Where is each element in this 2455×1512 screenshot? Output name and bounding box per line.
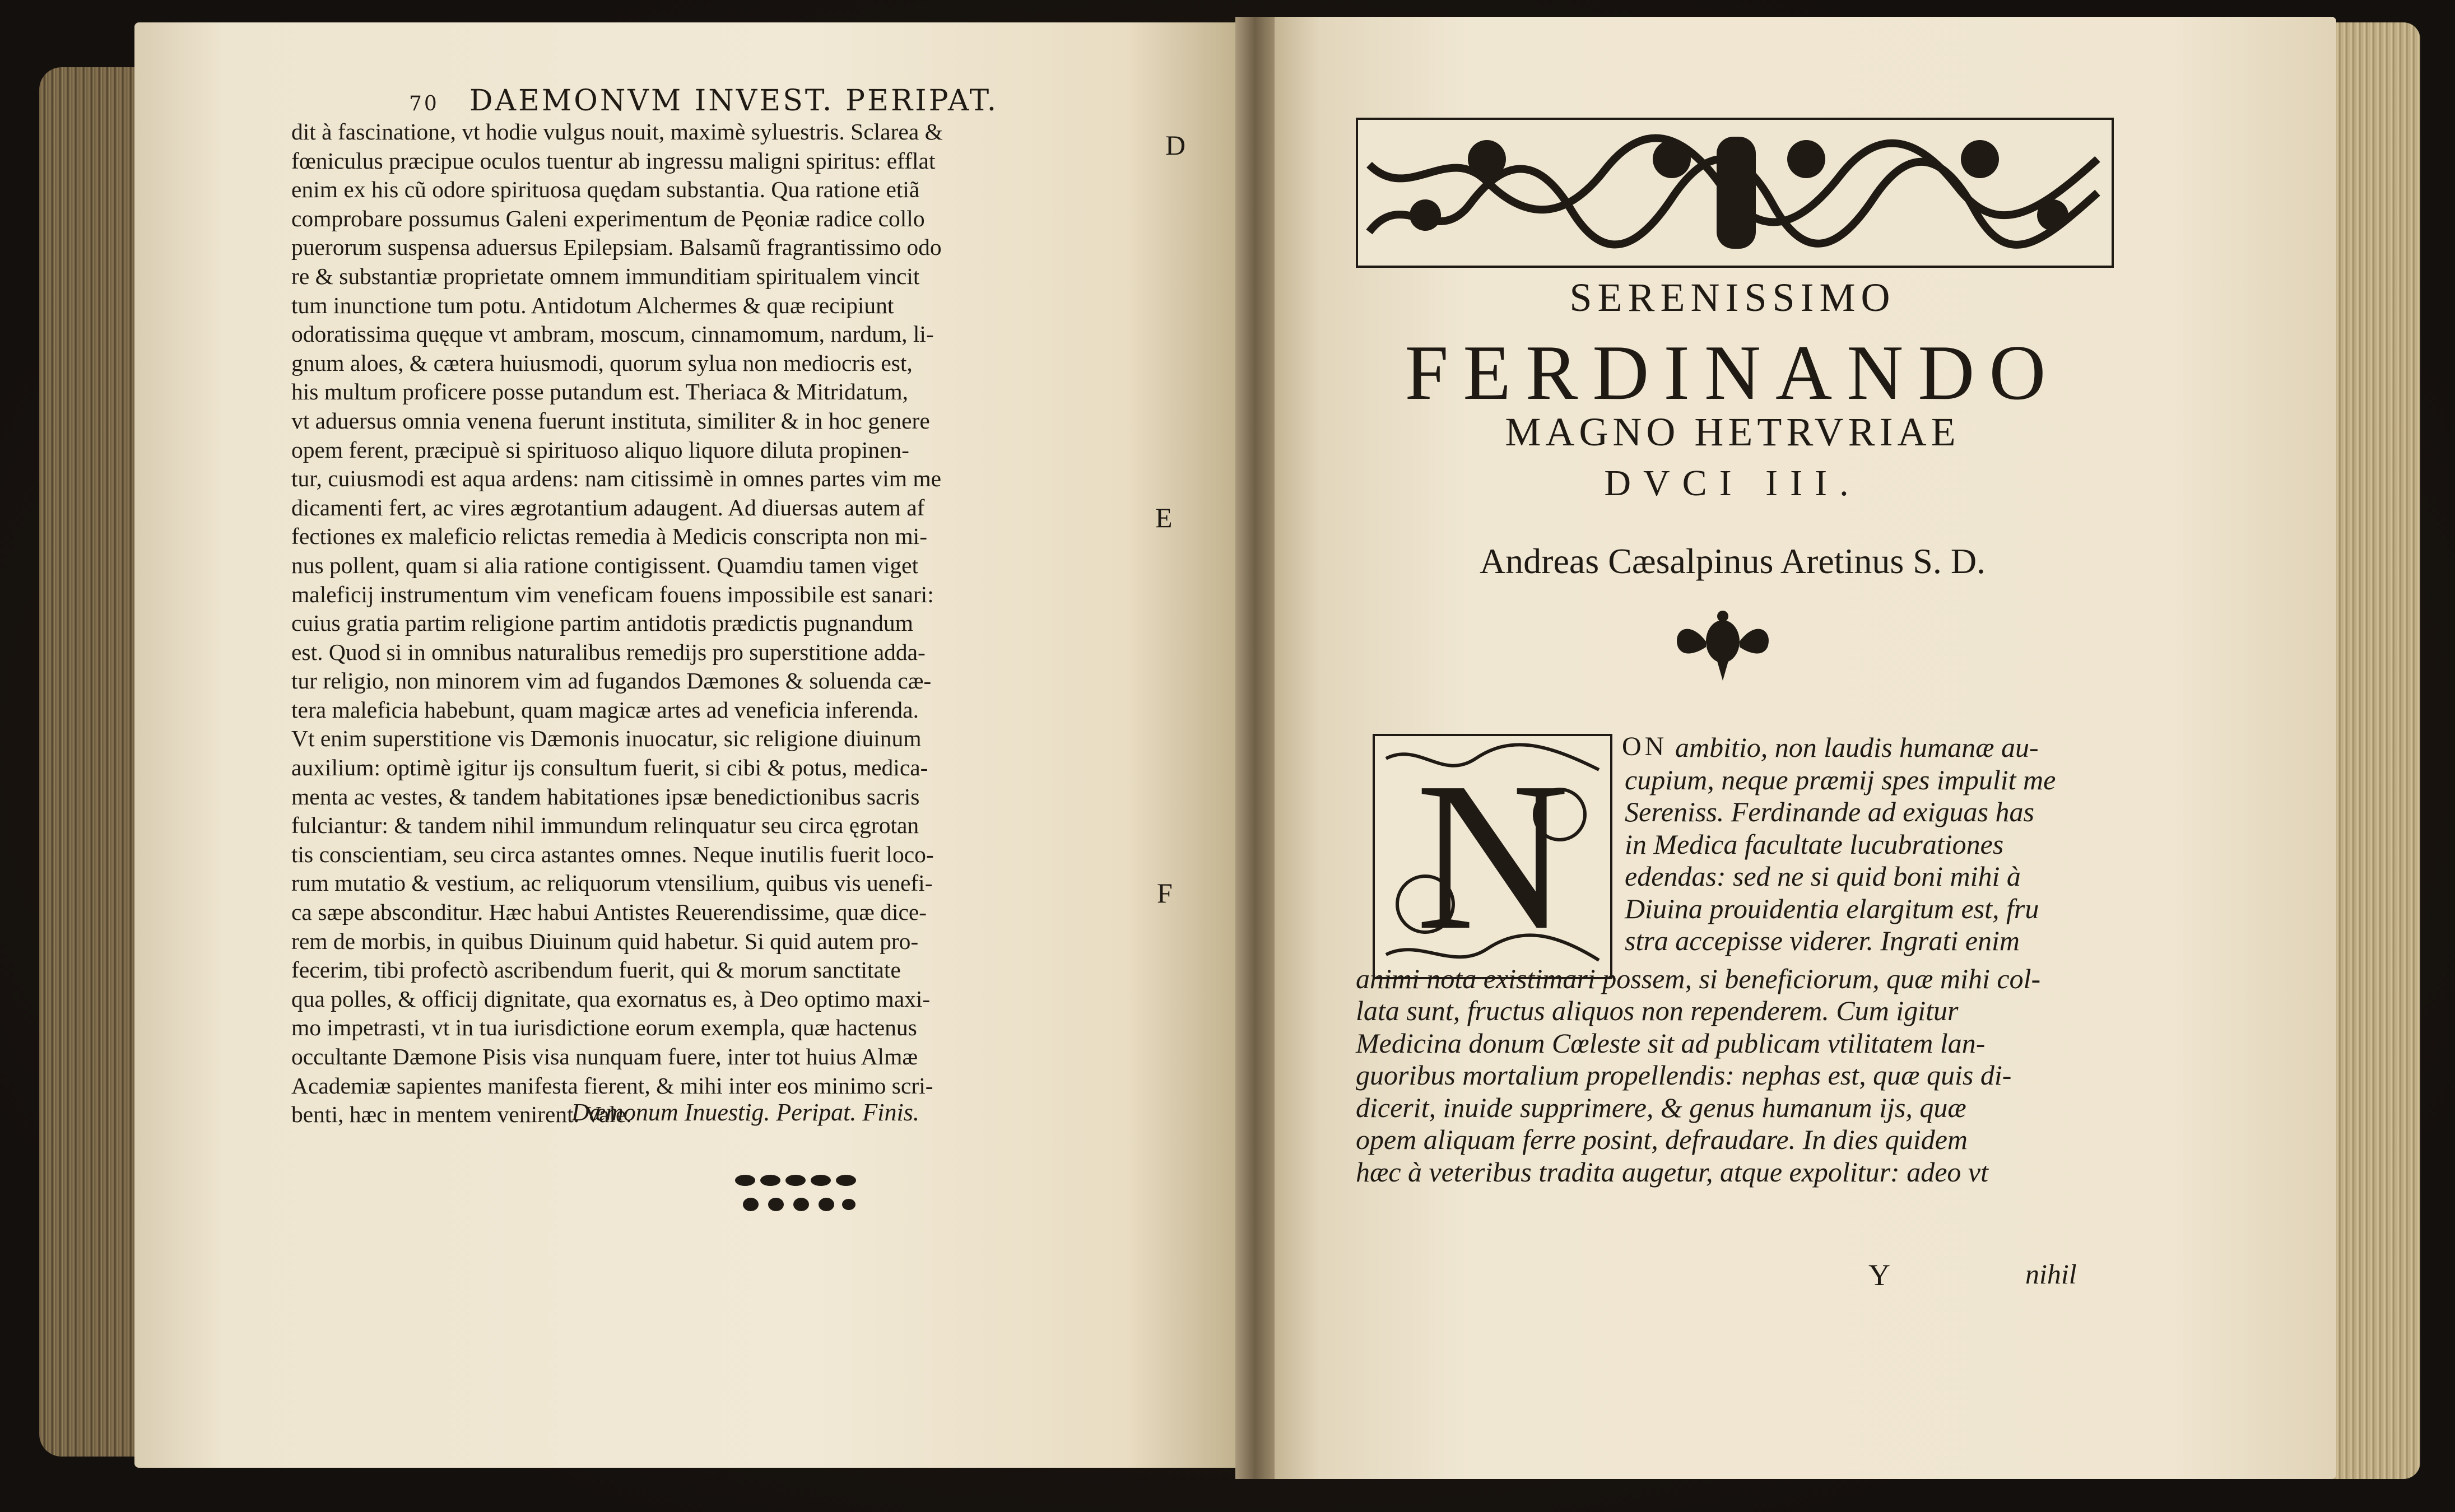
text-line: Sereniss. Ferdinande ad exiguas has xyxy=(1625,796,2034,827)
text-line: Diuina prouidentia elargitum est, fru xyxy=(1625,892,2039,924)
catchword: nihil xyxy=(2025,1258,2077,1290)
dedication-line-4: DVCI III. xyxy=(1604,463,1861,504)
margin-signature-letter: F xyxy=(1157,877,1173,909)
text-line: auxilium: optimè igitur ijs consultum fuerit, si cibi & potus, medica- xyxy=(291,755,928,781)
text-line: fectiones ex maleficio relictas remedia à Medicis conscripta non mi- xyxy=(291,523,928,550)
text-line: guoribus mortalium propellendis: nephas est, quæ quis di- xyxy=(1356,1059,2012,1091)
text-line: mo impetrasti, vt in tua iurisdictione eorum exempla, quæ hactenus xyxy=(291,1015,917,1041)
text-line: cuius gratia partim religione partim antidotis prædictis pugnandum xyxy=(291,610,913,636)
text-line: ca sæpe absconditur. Hæc habui Antistes Reuerendissime, quæ dice- xyxy=(291,899,927,925)
text-line: Medicina donum Cœleste sit ad publicam vtilitatem lan- xyxy=(1356,1027,1986,1059)
dedication-line-3: MAGNO HETRVRIAE xyxy=(1505,410,1960,454)
woodcut-headpiece xyxy=(1356,118,2114,268)
running-head xyxy=(409,84,999,118)
text-line: edendas: sed ne si quid boni mihi à xyxy=(1625,860,2021,892)
text-line: nus pollent, quam si alia ratione contigissent. Quamdiu tamen viget xyxy=(291,552,919,578)
text-line: tur religio, non minorem vim ad fugandos Dæmones & soluenda cæ- xyxy=(291,668,932,694)
initial-word-rest: ON xyxy=(1622,732,1668,761)
author-salutation: Andreas Cæsalpinus Aretinus S. D. xyxy=(1479,541,1986,581)
text-line: in Medica facultate lucubrationes xyxy=(1625,828,2004,860)
initial-letter: N xyxy=(1415,738,1570,974)
text-line: dicerit, inuide supprimere, & genus humanum ijs, quæ xyxy=(1356,1091,1966,1123)
text-line: rem de morbis, in quibus Diuinum quid habetur. Si quid autem pro- xyxy=(291,928,919,954)
text-line: Academiæ sapientes manifesta fierent, & mihi inter eos minimo scri- xyxy=(291,1072,933,1099)
margin-signature-letter: E xyxy=(1155,502,1173,533)
text-line: dicamenti fert, ac vires ægrotantium adaugent. Ad diuersas autem af xyxy=(291,494,925,520)
text-line: qua polles, & officij dignitate, qua exornatus es, à Deo optimo maxi- xyxy=(291,985,931,1012)
text-line: est. Quod si in omnibus naturalibus remedijs pro superstitione adda- xyxy=(291,639,926,665)
text-line: occultante Dæmone Pisis visa nunquam fuere, inter tot huius Almæ xyxy=(291,1044,918,1069)
text-line: rum mutatio & vestium, ac reliquorum vtensilium, quibus vis uenefi- xyxy=(291,870,933,896)
dedication-name: FERDINANDO xyxy=(1405,329,2061,416)
text-line: tum inunctione tum potu. Antidotum Alchermes & quæ recipiunt xyxy=(291,292,894,318)
text-line: puerorum suspensa aduersus Epilepsiam. Balsamũ fragrantissimo odo xyxy=(291,234,942,260)
text-line: tera maleficia habebunt, quam magicæ artes ad veneficia inferenda. xyxy=(291,696,919,723)
text-line: stra accepisse viderer. Ingrati enim xyxy=(1625,925,2020,956)
text-line: comprobare possumus Galeni experimentum de Pęoniæ radice collo xyxy=(291,205,925,231)
text-line: opem aliquam ferre posint, defraudare. In dies quidem xyxy=(1356,1124,1968,1155)
running-head-text: DAEMONVM INVEST. PERIPAT. xyxy=(469,84,999,118)
text-line: dit à fascinatione, vt hodie vulgus nouit, maximè syluestris. Sclarea & xyxy=(291,119,943,145)
margin-signature-letter: D xyxy=(1165,129,1186,161)
text-line: odoratissima quęque vt ambram, moscum, cinnamomum, nardum, li- xyxy=(291,321,934,347)
text-line: Vt enim superstitione vis Dæmonis inuocatur, sic religione diuinum xyxy=(291,725,922,752)
text-line: menta ac vestes, & tandem habitationes ipsæ benedictionibus sacris xyxy=(291,783,920,809)
text-line: fœniculus præcipue oculos tuentur ab ingressu maligni spiritus: efflat xyxy=(291,147,936,174)
text-line: tur, cuiusmodi est aqua ardens: nam citissimè in omnes partes vim me xyxy=(291,466,942,492)
signature-mark: Y xyxy=(1868,1258,1890,1292)
text-line: cupium, neque præmij spes impulit me xyxy=(1625,764,2056,795)
text-line: hæc à veteribus tradita augetur, atque expolitur: adeo vt xyxy=(1356,1156,1988,1188)
text-line: his multum proficere posse putandum est. Theriaca & Mitridatum, xyxy=(291,379,909,405)
text-line: gnum aloes, & cætera huiusmodi, quorum sylua non mediocris est, xyxy=(291,350,913,376)
text-line: animi nota existimari possem, si beneficiorum, quæ mihi col- xyxy=(1356,962,2041,994)
text-line: opem ferent, præcipuè si spirituoso aliquo liquore diluta propinen- xyxy=(291,436,909,463)
text-line: vt aduersus omnia venena fuerunt instituta, similiter & in hoc genere xyxy=(291,407,930,434)
left-body-text xyxy=(291,118,1177,1129)
decorated-initial xyxy=(1373,734,1612,979)
text-line: tis conscientiam, seu circa astantes omnes. Neque inutilis fuerit loco- xyxy=(291,841,934,867)
text-line: ambitio, non laudis humanæ au- xyxy=(1675,732,2039,763)
tailpiece-ornament xyxy=(728,1168,863,1218)
book-gutter xyxy=(1235,17,1275,1479)
page-number: 70 xyxy=(409,92,439,115)
text-line: lata sunt, fructus aliquos non rependerem. Cum igitur xyxy=(1356,995,1959,1026)
fleuron-ornament xyxy=(1667,608,1779,683)
text-line: benti, hæc in mentem venirent. Vale. xyxy=(291,1101,632,1128)
dedication-line-1: SERENISSIMO xyxy=(1569,275,1896,320)
finis-line: Dæmonum Inuestig. Peripat. Finis. xyxy=(571,1099,919,1126)
text-line: enim ex his cũ odore spirituosa quędam substantia. Qua ratione etiã xyxy=(291,176,920,203)
text-line: fulciantur: & tandem nihil immundum relinquatur seu circa ęgrotan xyxy=(291,812,919,839)
text-line: re & substantiæ proprietate omnem immunditiam spiritualem vincit xyxy=(291,263,920,289)
text-line: fecerim, tibi profectò ascribendum fuerit, qui & morum sanctitate xyxy=(291,957,901,983)
text-line: maleficij instrumentum vim veneficam fouens impossibile est sanari: xyxy=(291,581,934,607)
